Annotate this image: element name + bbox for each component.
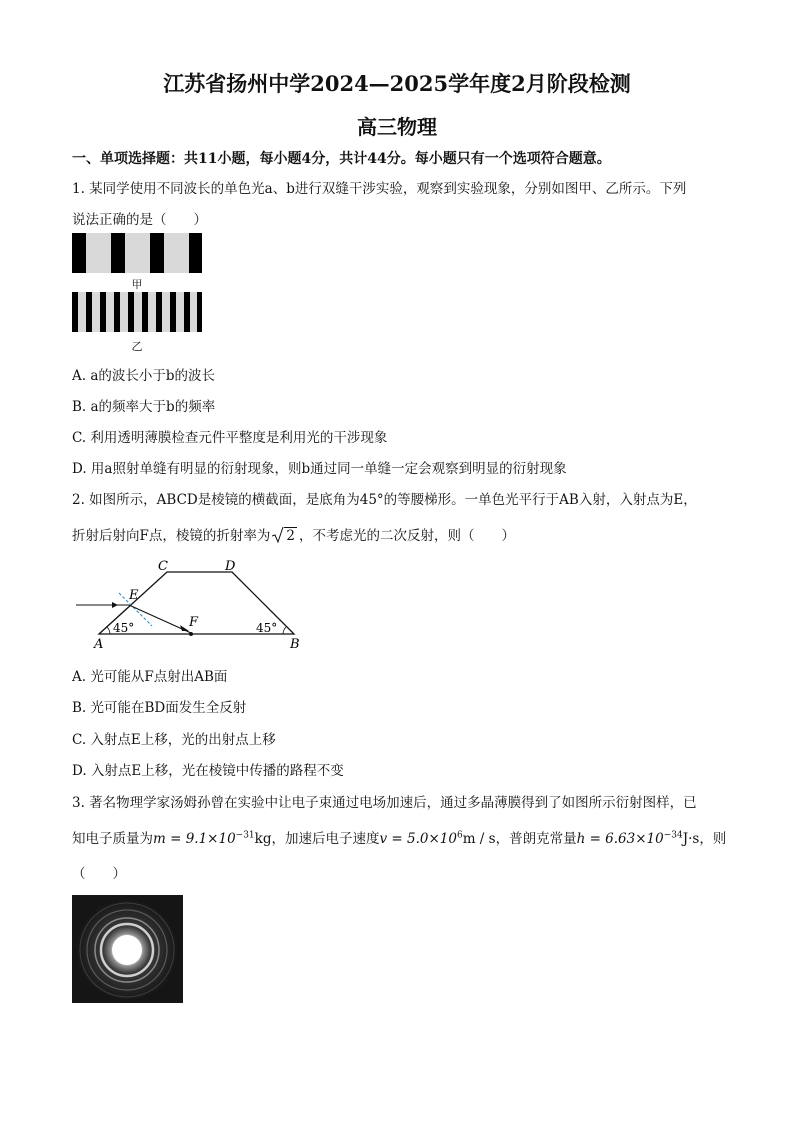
q2-option-a: A. 光可能从F点射出AB面 <box>72 669 228 685</box>
exam-title: 江苏省扬州中学2024—2025学年度2月阶段检测 <box>163 71 631 96</box>
q1-stem-line1: 1. 某同学使用不同波长的单色光a、b进行双缝干涉实验，观察到实验现象，分别如图甲、乙所示。下列 <box>72 181 687 197</box>
point-f <box>189 632 193 636</box>
label-d: D <box>225 559 236 574</box>
electron-mass-expr: m = 9.1×10 <box>153 831 236 847</box>
fig-label-yi: 乙 <box>131 340 143 353</box>
q3-stem-line1: 3. 著名物理学家汤姆孙曾在实验中让电子束通过电场加速后，通过多晶薄膜得到了如图所示衍射图样，已 <box>72 795 697 811</box>
planck-constant-expr: h = 6.63×10 <box>576 831 664 847</box>
q3-answer-paren: （ ） <box>72 866 126 882</box>
label-c: C <box>158 559 168 574</box>
angle-label-right: 45° <box>256 621 278 635</box>
planck-constant-unit: J·s <box>682 831 700 847</box>
prism-diagram <box>72 558 304 654</box>
electron-mass-unit: kg <box>254 831 272 847</box>
angle-arc-a <box>107 627 110 634</box>
electron-velocity-unit: m / s <box>462 831 496 847</box>
q1-stem-line2: 说法正确的是（ ） <box>72 212 207 228</box>
electron-velocity-exp: 6 <box>456 830 463 841</box>
label-f: F <box>189 615 199 630</box>
planck-constant-exp: −34 <box>663 830 683 841</box>
fringe-pattern-b <box>72 292 202 332</box>
q3-velocity-prefix: ，加速后电子速度 <box>271 831 380 847</box>
electron-diffraction-image <box>72 895 183 1003</box>
sqrt-radicand: 2 <box>286 528 295 544</box>
q3-stem-tail: ，则 <box>699 831 727 847</box>
q1-option-d: D. 用a照射单缝有明显的衍射现象，则b通过同一单缝一定会观察到明显的衍射现象 <box>72 461 567 477</box>
q2-stem-line2-b: ，不考虑光的二次反射，则（ ） <box>298 528 515 544</box>
refracted-arrow-icon <box>180 625 189 631</box>
sqrt-expression <box>272 528 297 544</box>
q1-option-b: B. a的频率大于b的频率 <box>72 399 216 415</box>
angle-label-left: 45° <box>113 621 135 635</box>
fig-label-jia: 甲 <box>131 278 143 291</box>
q1-option-c: C. 利用透明薄膜检查元件平整度是利用光的干涉现象 <box>72 430 388 446</box>
q2-stem-line1: 2. 如图所示，ABCD是棱镜的横截面，是底角为45°的等腰梯形。一单色光平行于AB入射，入射点为E， <box>72 492 697 508</box>
interference-figure <box>72 233 202 351</box>
incident-arrow-icon <box>112 602 118 608</box>
q3-mass-prefix: 知电子质量为 <box>72 831 153 847</box>
q2-stem-line2-a: 折射后射向F点，棱镜的折射率为 <box>72 528 271 544</box>
sqrt-sign-icon <box>272 526 284 544</box>
q3-stem-line2 <box>72 827 726 847</box>
q1-option-a: A. a的波长小于b的波长 <box>72 368 216 384</box>
q2-option-b: B. 光可能在BD面发生全反射 <box>72 700 247 716</box>
electron-velocity-expr: v = 5.0×10 <box>379 831 457 847</box>
q2-option-c: C. 入射点E上移，光的出射点上移 <box>72 732 276 748</box>
q2-option-d: D. 入射点E上移，光在棱镜中传播的路程不变 <box>72 763 344 779</box>
angle-arc-b <box>283 627 286 634</box>
subject-title: 高三物理 <box>357 115 437 139</box>
q3-planck-prefix: ，普朗克常量 <box>495 831 577 847</box>
label-b: B <box>290 637 300 652</box>
q2-stem-line2 <box>72 524 515 544</box>
label-a: A <box>94 637 104 652</box>
electron-mass-exp: −31 <box>235 830 255 841</box>
section-heading: 一、单项选择题：共11小题，每小题4分，共计44分。每小题只有一个选项符合题意。 <box>72 151 611 167</box>
label-e: E <box>129 588 139 603</box>
fringe-pattern-a <box>72 233 202 273</box>
